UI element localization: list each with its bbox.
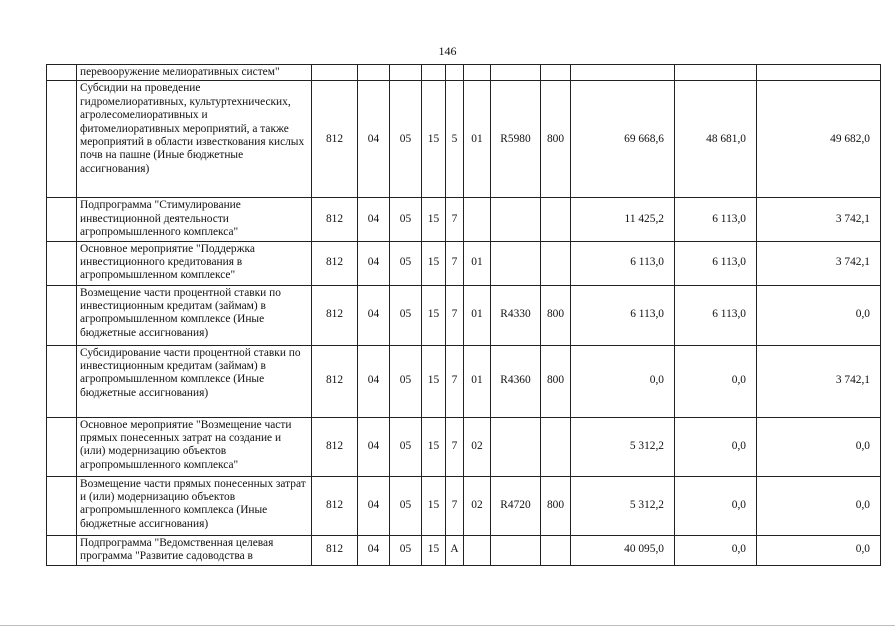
row-cell-v1: 11 425,2: [571, 198, 675, 241]
row-cell-c2: 04: [358, 476, 390, 535]
row-cell-c8: [541, 65, 571, 81]
row-cell-c2: 04: [358, 198, 390, 241]
row-cell-v2: [675, 65, 757, 81]
table-row: [47, 285, 881, 345]
row-cell-c4: 15: [422, 285, 446, 345]
row-cell-c7: R5980: [491, 81, 541, 198]
row-cell-c8: [541, 241, 571, 285]
row-cell-c6: [464, 65, 491, 81]
row-cell-c1: 812: [312, 417, 358, 476]
row-cell-c1: 812: [312, 198, 358, 241]
row-cell-c4: 15: [422, 198, 446, 241]
row-cell-c7: R4330: [491, 285, 541, 345]
row-cell-c5: 7: [446, 417, 464, 476]
row-cell-v3: 0,0: [757, 285, 881, 345]
row-cell-c6: 01: [464, 285, 491, 345]
row-cell-c6: [464, 198, 491, 241]
row-cell-c6: [464, 535, 491, 565]
row-cell-c4: 15: [422, 476, 446, 535]
row-cell-v3: 3 742,1: [757, 345, 881, 417]
row-cell-c2: 04: [358, 345, 390, 417]
row-name-cell: Подпрограмма "Стимулирование инвестиционной деятельности агропромышленного комплекса": [77, 198, 312, 241]
table-row: [47, 476, 881, 535]
row-cell-c1: 812: [312, 476, 358, 535]
row-cell-c6: 01: [464, 81, 491, 198]
row-cell-c2: 04: [358, 81, 390, 198]
row-cell-c7: [491, 65, 541, 81]
row-cell-c4: 15: [422, 535, 446, 565]
table-row: [47, 81, 881, 198]
row-blank-cell: [47, 285, 77, 345]
row-cell-v2: 6 113,0: [675, 198, 757, 241]
row-cell-c8: 800: [541, 81, 571, 198]
row-blank-cell: [47, 476, 77, 535]
row-cell-c4: 15: [422, 81, 446, 198]
row-cell-c1: 812: [312, 81, 358, 198]
row-cell-c3: 05: [390, 198, 422, 241]
row-cell-c3: 05: [390, 285, 422, 345]
row-cell-c8: [541, 535, 571, 565]
row-cell-v1: 5 312,2: [571, 417, 675, 476]
row-cell-c5: 7: [446, 345, 464, 417]
row-blank-cell: [47, 81, 77, 198]
row-cell-v3: 3 742,1: [757, 198, 881, 241]
row-cell-v1: 6 113,0: [571, 241, 675, 285]
row-cell-c5: [446, 65, 464, 81]
page-number: 146: [438, 44, 457, 58]
row-blank-cell: [47, 241, 77, 285]
table-row: [47, 417, 881, 476]
row-name-cell: Возмещение части прямых понесенных затрат и (или) модернизацию объектов агропромышленного комплекса (Иные бюджетные ассигнования): [77, 476, 312, 535]
table-row: [47, 345, 881, 417]
row-cell-c2: 04: [358, 535, 390, 565]
row-cell-c8: 800: [541, 285, 571, 345]
row-cell-v2: 0,0: [675, 345, 757, 417]
row-cell-c5: 7: [446, 476, 464, 535]
row-cell-v2: 6 113,0: [675, 241, 757, 285]
row-cell-c8: 800: [541, 476, 571, 535]
row-cell-v2: 0,0: [675, 535, 757, 565]
row-cell-c3: 05: [390, 345, 422, 417]
row-cell-v3: [757, 65, 881, 81]
row-name-cell: Субсидирование части процентной ставки по инвестиционным кредитам (займам) в агропромышленном комплексе (Иные бюджетные ассигнования): [77, 345, 312, 417]
row-name-cell: Субсидии на проведение гидромелиоративных, культуртехнических, агролесомелиоративных и фитомелиоративных мероприятий, а также мероприятий в области известкования кислых почв на пашне (Иные бюджетные ассигнования): [77, 81, 312, 198]
row-cell-v1: 40 095,0: [571, 535, 675, 565]
row-name-cell: Основное мероприятие "Поддержка инвестиционного кредитования в агропромышленном комплексе": [77, 241, 312, 285]
row-cell-c1: 812: [312, 285, 358, 345]
row-cell-c4: 15: [422, 241, 446, 285]
row-cell-c6: 02: [464, 417, 491, 476]
row-cell-v2: 0,0: [675, 417, 757, 476]
row-name-cell: Основное мероприятие "Возмещение части прямых понесенных затрат на создание и (или) модернизацию объектов агропромышленного комплекса": [77, 417, 312, 476]
row-cell-c5: А: [446, 535, 464, 565]
row-cell-c8: [541, 198, 571, 241]
row-cell-v1: 69 668,6: [571, 81, 675, 198]
row-cell-c5: 7: [446, 285, 464, 345]
table-row: [47, 65, 881, 81]
row-cell-c7: [491, 241, 541, 285]
row-cell-c7: [491, 198, 541, 241]
row-cell-c8: [541, 417, 571, 476]
row-cell-c6: 01: [464, 345, 491, 417]
row-cell-c5: 5: [446, 81, 464, 198]
table-row: [47, 198, 881, 241]
page-bottom-rule: [0, 625, 895, 626]
row-cell-v3: 3 742,1: [757, 241, 881, 285]
row-blank-cell: [47, 198, 77, 241]
row-cell-c3: 05: [390, 417, 422, 476]
row-cell-v1: 6 113,0: [571, 285, 675, 345]
table-row: [47, 535, 881, 565]
row-cell-v3: 0,0: [757, 535, 881, 565]
row-cell-c3: 05: [390, 81, 422, 198]
budget-table: [46, 64, 881, 566]
row-cell-c1: [312, 65, 358, 81]
row-blank-cell: [47, 417, 77, 476]
row-cell-c4: 15: [422, 417, 446, 476]
row-name-cell: Подпрограмма "Ведомственная целевая программа "Развитие садоводства в: [77, 535, 312, 565]
row-cell-c2: 04: [358, 241, 390, 285]
row-cell-c2: [358, 65, 390, 81]
table-body: [47, 65, 881, 566]
row-cell-v1: 0,0: [571, 345, 675, 417]
row-cell-c5: 7: [446, 198, 464, 241]
row-cell-v2: 48 681,0: [675, 81, 757, 198]
row-cell-c3: 05: [390, 535, 422, 565]
row-cell-c4: [422, 65, 446, 81]
row-cell-c8: 800: [541, 345, 571, 417]
row-cell-c6: 02: [464, 476, 491, 535]
row-cell-c1: 812: [312, 345, 358, 417]
row-cell-c3: [390, 65, 422, 81]
row-cell-c7: R4360: [491, 345, 541, 417]
row-cell-c2: 04: [358, 285, 390, 345]
row-blank-cell: [47, 535, 77, 565]
row-name-cell: перевооружение мелиоративных систем": [77, 65, 312, 81]
row-cell-c6: 01: [464, 241, 491, 285]
row-cell-c7: R4720: [491, 476, 541, 535]
table-row: [47, 241, 881, 285]
row-cell-c5: 7: [446, 241, 464, 285]
row-cell-c7: [491, 535, 541, 565]
row-cell-c3: 05: [390, 476, 422, 535]
row-cell-c2: 04: [358, 417, 390, 476]
row-cell-v2: 0,0: [675, 476, 757, 535]
row-cell-v2: 6 113,0: [675, 285, 757, 345]
row-cell-v3: 0,0: [757, 476, 881, 535]
row-cell-c4: 15: [422, 345, 446, 417]
row-cell-v1: 5 312,2: [571, 476, 675, 535]
row-blank-cell: [47, 65, 77, 81]
row-cell-c7: [491, 417, 541, 476]
row-cell-v1: [571, 65, 675, 81]
row-cell-c1: 812: [312, 535, 358, 565]
row-blank-cell: [47, 345, 77, 417]
row-cell-c1: 812: [312, 241, 358, 285]
row-name-cell: Возмещение части процентной ставки по инвестиционным кредитам (займам) в агропромышленном комплексе (Иные бюджетные ассигнования): [77, 285, 312, 345]
row-cell-c3: 05: [390, 241, 422, 285]
row-cell-v3: 0,0: [757, 417, 881, 476]
row-cell-v3: 49 682,0: [757, 81, 881, 198]
